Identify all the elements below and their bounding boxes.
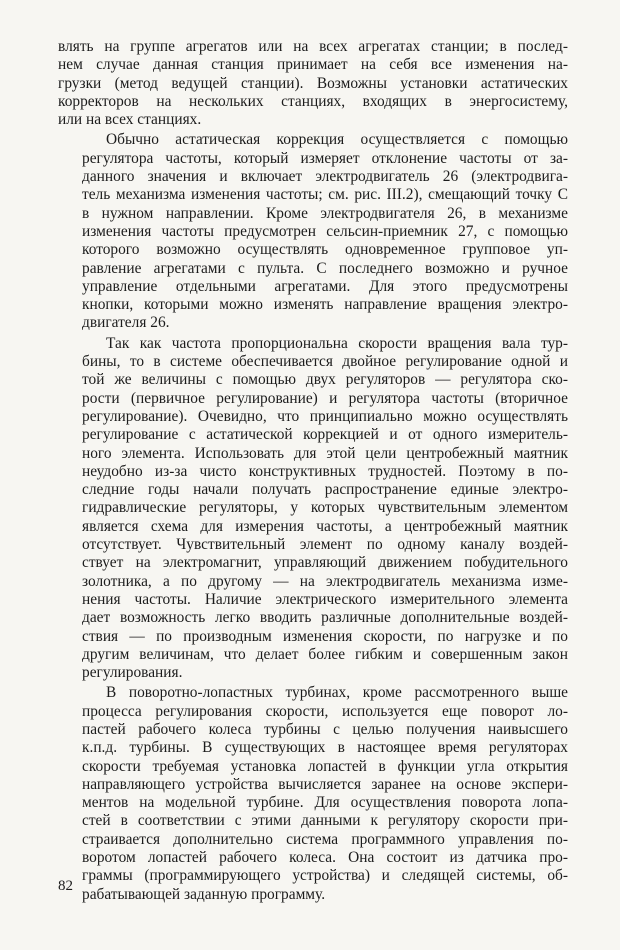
text-line: той же величины с помощью двух регуляторов — регулятора ско- <box>82 371 568 389</box>
paragraph <box>58 131 568 332</box>
text-line: управление отдельными агрегатами. Для этого предусмотрены <box>82 277 568 295</box>
text-line: другим величинам, что делает более гибким и совершенным закон <box>82 645 568 663</box>
text-line: к.п.д. турбины. В существующих в настоящее время регуляторах <box>82 739 568 757</box>
text-line: нения частоты. Наличие электрического измерительного элемента <box>82 590 568 608</box>
text-line: является схема для измерения частоты, а центробежный маятник <box>82 517 568 535</box>
text-line: двигателя 26. <box>82 314 170 332</box>
text-line: В поворотно-лопастных турбинах, кроме рассмотренного выше <box>106 684 568 702</box>
text-line: в нужном направлении. Кроме электродвигателя 26, в механизме <box>82 204 568 222</box>
text-line: тель механизма изменения частоты; см. рис. III.2), смещающий точку C <box>82 186 568 204</box>
text-line: Обычно астатическая коррекция осуществляется с помощью <box>106 131 568 149</box>
text-line: направляющего устройства вычисляется заранее на основе экспери- <box>82 775 568 793</box>
text-line: или на всех станциях. <box>58 111 202 129</box>
text-line: изменения частоты предусмотрен сельсин-приемник 27, с помощью <box>82 222 568 240</box>
paragraph <box>58 335 568 683</box>
text-line: страивается дополнительно система программного управления по- <box>82 830 568 848</box>
paragraph <box>58 684 568 904</box>
body-text <box>58 38 568 904</box>
text-line: ствует на электромагнит, управляющий движением побудительного <box>82 554 568 572</box>
text-line: бины, то в системе обеспечивается двойное регулирование одной и <box>82 353 568 371</box>
text-line: дает возможность легко вводить различные дополнительные воздей- <box>82 609 568 627</box>
text-line: Так как частота пропорциональна скорости вращения вала тур- <box>106 334 568 352</box>
text-line: влять на группе агрегатов или на всех агрегатах станции; в послед- <box>58 38 568 55</box>
text-line: равление агрегатами с пульта. С последнего возможно и ручное <box>82 259 568 277</box>
text-line: регулирование). Очевидно, что принципиально можно осуществлять <box>82 407 568 425</box>
text-line: нем случае данная станция принимает на себя все изменения на- <box>58 56 568 74</box>
text-line: ствия — по производным изменения скорости, по нагрузке и по <box>82 627 568 645</box>
text-line: регулирование с астатической коррекцией и от одного измеритель- <box>82 426 568 444</box>
text-line: которого возможно осуществлять одновременное групповое уп- <box>82 241 568 259</box>
text-line: следние годы начали получать распространение единые электро- <box>82 481 568 499</box>
text-line: регулирования. <box>82 664 183 682</box>
text-line: данного значения и включает электродвигатель 26 (электродвига- <box>82 168 568 186</box>
text-line: отсутствует. Чувствительный элемент по одному каналу воздей- <box>82 536 568 554</box>
paragraph <box>58 38 568 129</box>
text-line: регулятора частоты, который измеряет отклонение частоты от за- <box>82 149 568 167</box>
text-line: воротом лопастей рабочего колеса. Она состоит из датчика про- <box>82 849 568 867</box>
text-line: кнопки, которыми можно изменять направление вращения электро- <box>82 296 568 314</box>
text-line: гидравлические регуляторы, у которых чувствительным элементом <box>82 499 568 517</box>
text-line: скорости требуемая установка лопастей в функции угла открытия <box>82 757 568 775</box>
text-line: неудобно из-за чисто конструктивных трудностей. Поэтому в по- <box>82 462 568 480</box>
text-line: золотника, а по другому — на электродвигатель механизма изме- <box>82 572 568 590</box>
text-line: ного элемента. Использовать для этой цели центробежный маятник <box>82 444 568 462</box>
text-line: грузки (метод ведущей станции). Возможны установки астатических <box>58 74 568 92</box>
text-line: корректоров на нескольких станциях, входящих в энергосистему, <box>58 92 568 110</box>
text-line: пастей рабочего колеса турбины с целью получения наивысшего <box>82 720 568 738</box>
text-line: процесса регулирования скорости, используется еще поворот ло- <box>82 702 568 720</box>
text-line: ментов на модельной турбине. Для осуществления поворота лопа- <box>82 794 568 812</box>
page-number: 82 <box>58 878 73 894</box>
text-line: рости (первичное регулирование) и регулятора частоты (вторичное <box>82 389 568 407</box>
text-line: рабатывающей заданную программу. <box>82 885 326 903</box>
text-line: стей в соответствии с этими данными к регулятору скорости при- <box>82 812 568 830</box>
text-line: граммы (программирующего устройства) и следящей системы, об- <box>82 867 568 885</box>
